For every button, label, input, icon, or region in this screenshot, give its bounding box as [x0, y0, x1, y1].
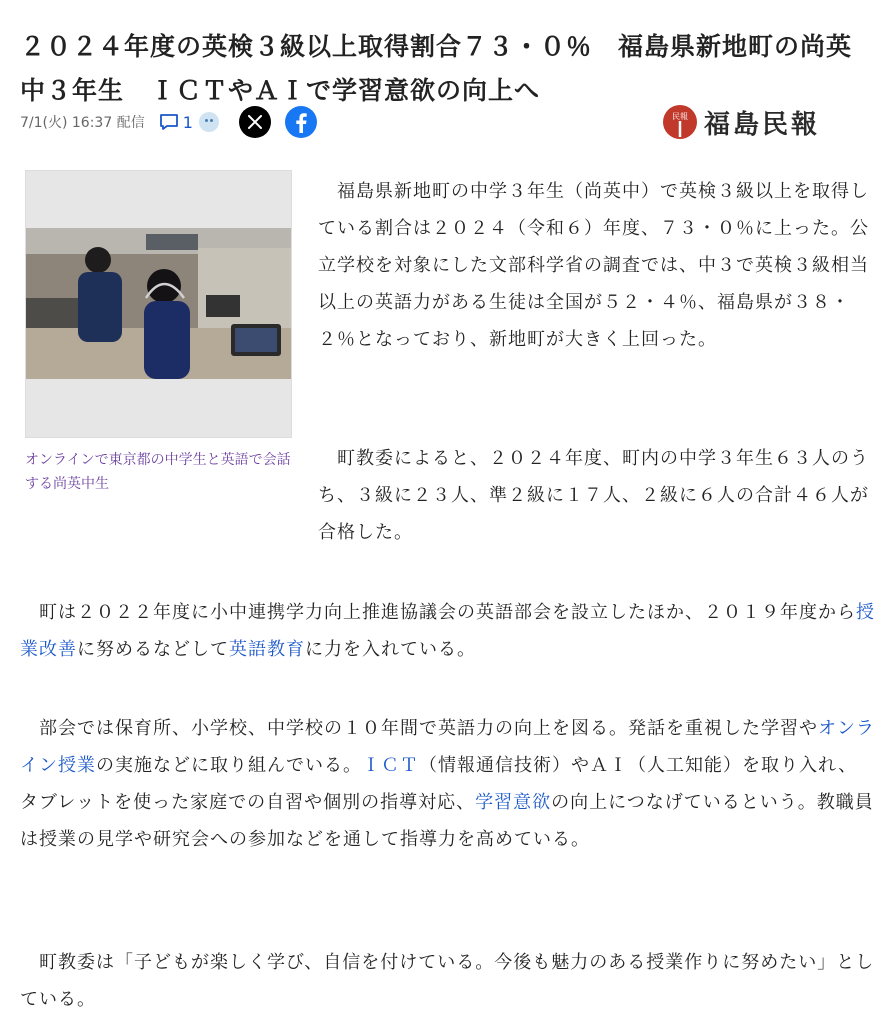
seal-text: 民報	[672, 112, 688, 121]
comment-count-button[interactable]	[159, 113, 193, 132]
keyword-link-ict[interactable]: ＩＣＴ	[362, 755, 419, 776]
classroom-photo	[26, 228, 291, 379]
paragraph-text: 町は２０２２年度に小中連携学力向上推進協議会の英語部会を設立したほか、２０１９年度から	[20, 602, 856, 623]
article-photo[interactable]	[25, 170, 292, 438]
minpo-seal-logo	[662, 104, 698, 140]
paragraph-text: の向上につなげているという。教職員は授業の見学や研究会への参加などを通して指導力を高めている。	[20, 792, 874, 850]
paragraph-text: に努めるなどして	[77, 639, 229, 660]
paragraph-text: の実施などに取り組んでいる。	[96, 755, 362, 776]
paragraph-text: に力を入れている。	[305, 639, 476, 660]
publisher-name: 福島民報	[704, 109, 821, 140]
x-logo-icon	[248, 115, 262, 129]
article-title: ２０２４年度の英検３級以上取得割合７３・０％ 福島県新地町の尚英中３年生 ＩＣＴやＡＩで学習意欲の向上へ	[20, 31, 853, 105]
comment-count: 1	[182, 112, 193, 132]
paragraph-text: 部会では保育所、小学校、中学校の１０年間で英語力の向上を図る。発話を重視した学習や	[20, 718, 818, 739]
keyword-link-jugyo-kaizen[interactable]: 授業改善	[20, 602, 875, 660]
comment-bubble-icon	[159, 113, 179, 131]
publish-date: 7/1(火) 16:37 配信	[20, 115, 145, 131]
photo-caption: オンラインで東京都の中学生と英語で会話する尚英中生	[25, 452, 291, 492]
paragraph-text: （情報通信技術）やＡＩ（人工知能）を取り入れ、タブレットを使った家庭での自習や個別の指導対応、	[20, 755, 858, 813]
publisher-logo[interactable]	[662, 100, 820, 144]
share-facebook-button[interactable]	[285, 106, 317, 138]
article-paragraph: 福島県新地町の中学３年生（尚英中）で英検３級以上を取得している割合は２０２４（令和６）年度、７３・０％に上った。公立学校を対象にした文部科学省の調査では、中３で英検３級相当以上の英語力がある生徒は全国が５２・４％、福島県が３８・２％となっており、新地町が大きく上回った。	[318, 181, 869, 350]
share-x-button[interactable]	[239, 106, 271, 138]
article-paragraph	[20, 594, 875, 668]
article-paragraph: 町教委は「子どもが楽しく学び、自信を付けている。今後も魅力のある授業作りに努めたい」としている。	[20, 952, 875, 1010]
keyword-link-online-jugyo[interactable]: オンライン授業	[20, 718, 875, 776]
facebook-logo-icon	[293, 111, 309, 133]
article-meta	[20, 106, 317, 138]
article-paragraph	[20, 710, 875, 858]
keyword-link-eigo-kyoiku[interactable]: 英語教育	[229, 639, 305, 660]
keyword-link-gakushu-iyoku[interactable]: 学習意欲	[475, 792, 552, 813]
smile-reaction-icon[interactable]	[199, 112, 219, 132]
article-paragraph: 町教委によると、２０２４年度、町内の中学３年生６３人のうち、３級に２３人、準２級に１７人、２級に６人の合計４６人が合格した。	[318, 448, 869, 543]
